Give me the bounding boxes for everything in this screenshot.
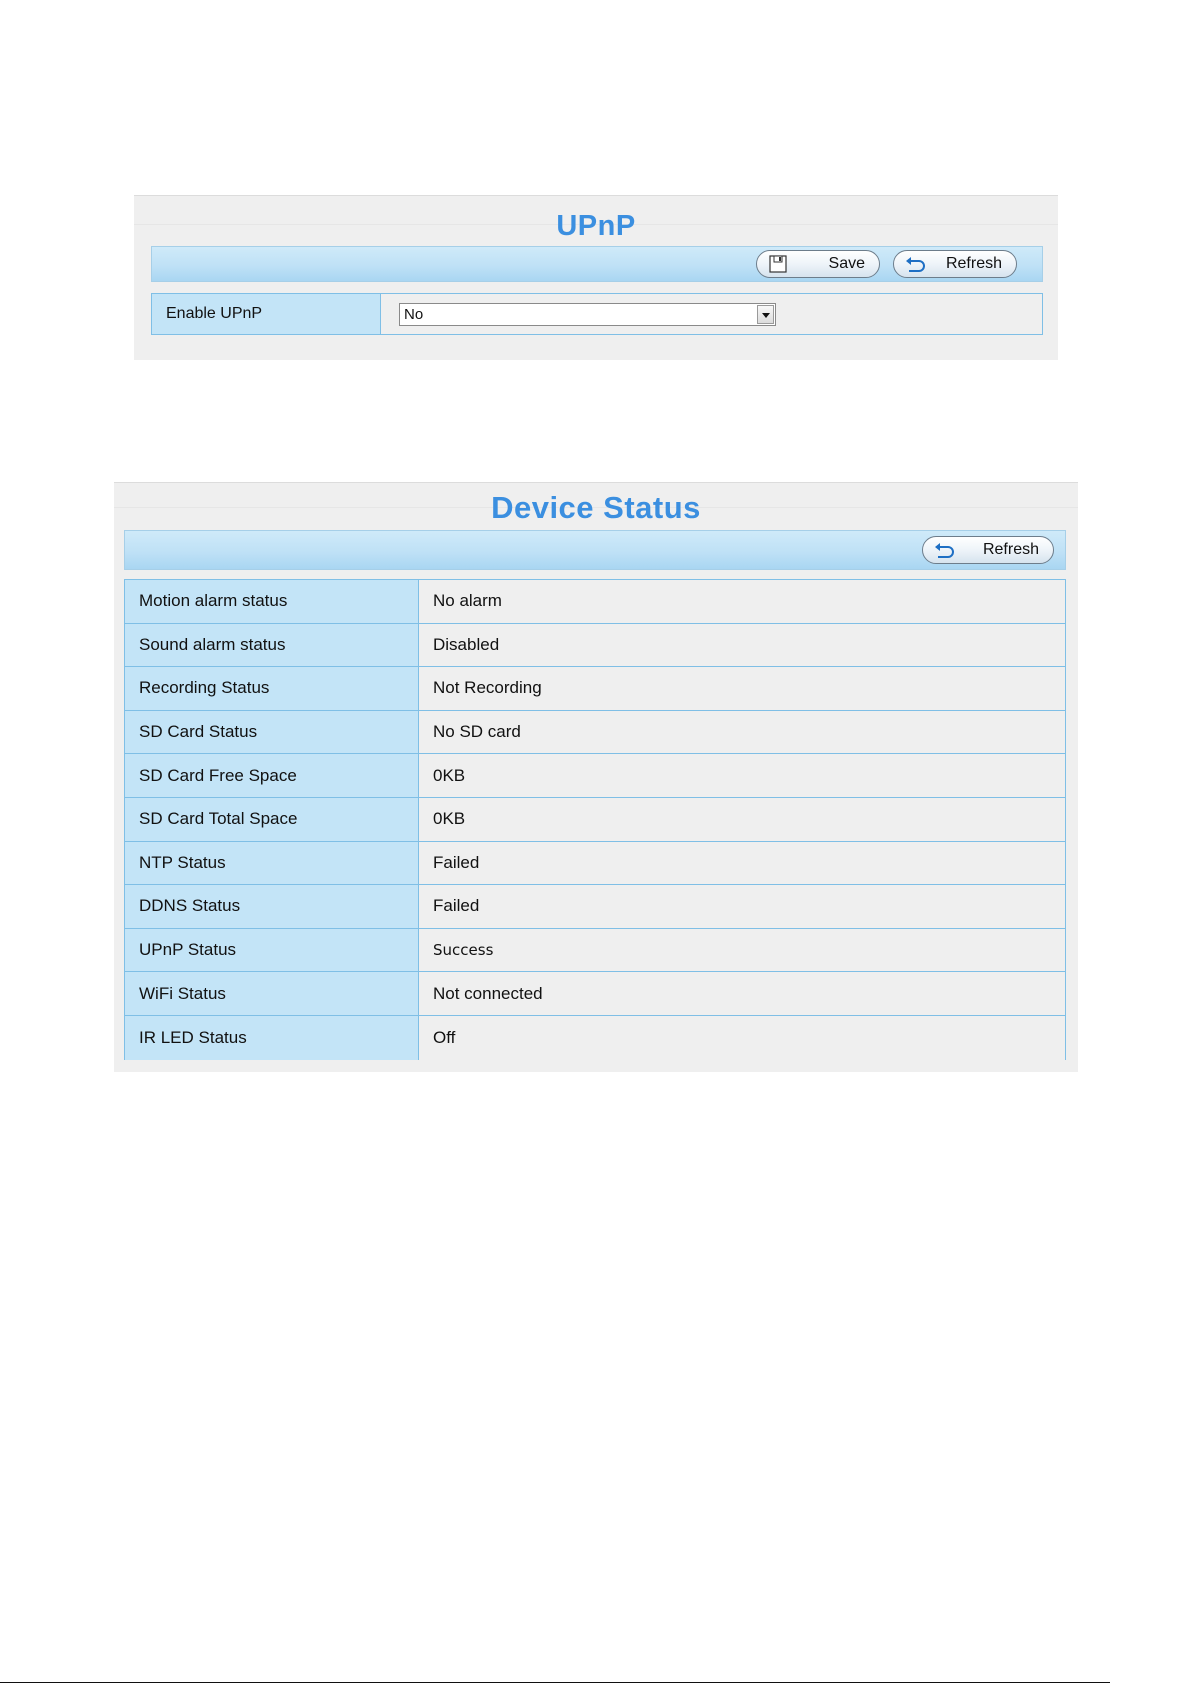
- status-label: SD Card Free Space: [125, 754, 419, 797]
- status-label: IR LED Status: [125, 1016, 419, 1060]
- page-footer-rule: [0, 1682, 1110, 1683]
- enable-upnp-select[interactable]: [399, 303, 776, 326]
- status-value: Disabled: [419, 624, 1065, 667]
- device-status-refresh-button[interactable]: [922, 536, 1054, 564]
- undo-arrow-icon: [933, 541, 955, 559]
- table-row: [125, 798, 1065, 842]
- status-value: Off: [419, 1016, 1065, 1060]
- device-status-refresh-button-label: Refresh: [982, 541, 1039, 558]
- status-value: Not Recording: [419, 667, 1065, 710]
- upnp-panel-title: UPnP: [556, 210, 636, 242]
- status-value: Failed: [419, 842, 1065, 885]
- enable-upnp-label: Enable UPnP: [152, 294, 381, 334]
- table-row: [125, 580, 1065, 624]
- status-label: DDNS Status: [125, 885, 419, 928]
- status-value: Success: [419, 929, 1065, 972]
- enable-upnp-select-value: No: [404, 306, 424, 323]
- undo-arrow-icon: [904, 255, 926, 273]
- status-label: Recording Status: [125, 667, 419, 710]
- status-value: Failed: [419, 885, 1065, 928]
- save-button[interactable]: [756, 250, 880, 278]
- table-row: [125, 1016, 1065, 1060]
- status-label: WiFi Status: [125, 972, 419, 1015]
- device-status-panel-title: Device Status: [491, 490, 701, 525]
- chevron-down-icon[interactable]: [757, 305, 774, 324]
- status-value: Not connected: [419, 972, 1065, 1015]
- save-button-label: Save: [828, 255, 865, 272]
- status-value: No alarm: [419, 580, 1065, 623]
- status-label: Sound alarm status: [125, 624, 419, 667]
- table-row: [125, 667, 1065, 711]
- upnp-refresh-button-label: Refresh: [945, 255, 1002, 272]
- device-status-toolbar: [124, 530, 1066, 570]
- upnp-panel: [134, 195, 1058, 360]
- table-row: [125, 711, 1065, 755]
- upnp-refresh-button[interactable]: [893, 250, 1017, 278]
- device-status-table: [124, 579, 1066, 1060]
- upnp-toolbar: [151, 246, 1043, 282]
- status-value: 0KB: [419, 798, 1065, 841]
- table-row: [125, 885, 1065, 929]
- table-row: [125, 929, 1065, 973]
- upnp-form-row: [151, 293, 1043, 335]
- status-label: SD Card Total Space: [125, 798, 419, 841]
- status-label: UPnP Status: [125, 929, 419, 972]
- status-value: 0KB: [419, 754, 1065, 797]
- table-row: [125, 972, 1065, 1016]
- floppy-disk-icon: [767, 255, 789, 273]
- status-label: Motion alarm status: [125, 580, 419, 623]
- status-label: SD Card Status: [125, 711, 419, 754]
- status-value: No SD card: [419, 711, 1065, 754]
- table-row: [125, 842, 1065, 886]
- device-status-panel: [114, 482, 1078, 1072]
- table-row: [125, 624, 1065, 668]
- enable-upnp-value-cell: [381, 294, 1042, 334]
- status-label: NTP Status: [125, 842, 419, 885]
- table-row: [125, 754, 1065, 798]
